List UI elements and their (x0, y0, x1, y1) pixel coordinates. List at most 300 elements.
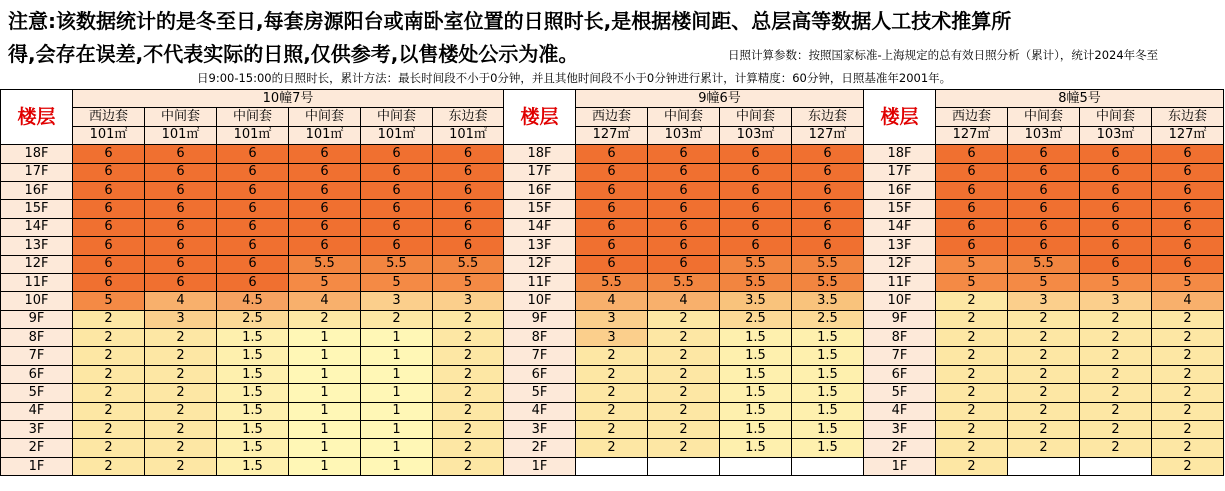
floor-label: 13F (504, 237, 576, 255)
sunlight-hours-cell: 2 (433, 457, 504, 475)
unit-type-header: 西边套 (73, 108, 145, 126)
sunlight-hours-cell: 2 (73, 310, 145, 328)
sunlight-hours-cell (720, 457, 792, 475)
sunlight-hours-cell: 4.5 (217, 292, 289, 310)
floor-label: 5F (504, 384, 576, 402)
sunlight-hours-cell: 5.5 (433, 255, 504, 273)
unit-area-header: 103㎡ (1008, 126, 1080, 144)
sunlight-hours-cell: 6 (648, 218, 720, 236)
sunlight-hours-cell: 6 (73, 273, 145, 291)
sunlight-hours-cell: 6 (576, 145, 648, 163)
sunlight-hours-cell: 6 (433, 237, 504, 255)
sunlight-hours-cell: 2 (1080, 384, 1152, 402)
floor-label: 14F (864, 218, 936, 236)
sunlight-hours-cell: 2 (576, 421, 648, 439)
sunlight-hours-cell: 1.5 (217, 439, 289, 457)
floor-row (1, 145, 1224, 163)
sunlight-hours-cell: 1.5 (217, 347, 289, 365)
sunlight-hours-cell: 6 (1008, 237, 1080, 255)
sunlight-hours-cell: 2 (1152, 421, 1224, 439)
sunlight-hours-cell: 2 (289, 310, 361, 328)
sunlight-hours-cell: 2 (576, 365, 648, 383)
floor-row (1, 200, 1224, 218)
unit-type-header: 中间套 (361, 108, 433, 126)
sunlight-hours-cell: 6 (576, 218, 648, 236)
unit-type-header: 中间套 (217, 108, 289, 126)
floor-label: 17F (504, 163, 576, 181)
sunlight-hours-cell: 5.5 (1008, 255, 1080, 273)
floor-label: 17F (864, 163, 936, 181)
sunlight-hours-cell: 1.5 (720, 329, 792, 347)
floor-column-header: 楼层 (1, 90, 73, 145)
sunlight-hours-cell: 6 (792, 145, 864, 163)
sunlight-hours-cell: 1 (361, 365, 433, 383)
sunlight-hours-cell: 2 (1152, 457, 1224, 475)
sunlight-hours-cell: 2 (576, 347, 648, 365)
sunlight-hours-cell: 6 (217, 181, 289, 199)
sunlight-hours-cell: 6 (289, 218, 361, 236)
sunlight-hours-cell: 6 (1080, 145, 1152, 163)
sunlight-hours-cell: 1.5 (217, 384, 289, 402)
sunlight-hours-cell: 2 (1080, 329, 1152, 347)
floor-label: 6F (504, 365, 576, 383)
unit-type-header: 中间套 (648, 108, 720, 126)
building-name: 10幢7号 (73, 90, 504, 108)
calc-params-line-2: 日9:00-15:00的日照时长，累计方法：最长时间段不小于0分钟，并且其他时间段不小于0分钟进行累计，计算精度：60分钟，日照基准年2001年。 (197, 71, 952, 85)
sunlight-hours-cell: 2 (1152, 439, 1224, 457)
floor-label: 9F (504, 310, 576, 328)
floor-label: 12F (504, 255, 576, 273)
floor-row (1, 421, 1224, 439)
sunlight-hours-cell: 2 (936, 439, 1008, 457)
floor-label: 2F (864, 439, 936, 457)
sunlight-hours-cell: 2 (433, 310, 504, 328)
sunlight-hours-cell: 1.5 (792, 347, 864, 365)
sunlight-hours-cell: 6 (720, 163, 792, 181)
sunlight-hours-cell: 2 (1008, 310, 1080, 328)
sunlight-hours-cell: 5.5 (361, 255, 433, 273)
sunlight-hours-cell: 2 (936, 329, 1008, 347)
sunlight-hours-cell: 1.5 (217, 365, 289, 383)
sunlight-hours-cell: 4 (576, 292, 648, 310)
floor-label: 13F (864, 237, 936, 255)
sunlight-hours-cell: 1.5 (720, 365, 792, 383)
floor-label: 8F (1, 329, 73, 347)
floor-label: 10F (864, 292, 936, 310)
sunlight-hours-cell: 6 (1152, 255, 1224, 273)
floor-label: 16F (864, 181, 936, 199)
sunlight-hours-cell: 6 (576, 181, 648, 199)
sunlight-hours-cell: 2 (648, 421, 720, 439)
floor-label: 5F (864, 384, 936, 402)
floor-row (1, 402, 1224, 420)
sunlight-hours-cell: 6 (217, 218, 289, 236)
sunlight-hours-cell: 6 (648, 163, 720, 181)
sunlight-hours-cell: 2 (648, 329, 720, 347)
unit-area-header: 103㎡ (720, 126, 792, 144)
building-name-row (1, 90, 1224, 108)
sunlight-hours-cell: 6 (145, 237, 217, 255)
sunlight-hours-cell: 2.5 (792, 310, 864, 328)
sunlight-hours-cell: 2 (1080, 439, 1152, 457)
sunlight-hours-cell: 2 (576, 384, 648, 402)
sunlight-hours-cell: 2 (145, 384, 217, 402)
sunlight-hours-cell: 6 (145, 145, 217, 163)
unit-type-header: 中间套 (1080, 108, 1152, 126)
sunlight-hours-cell: 1 (289, 329, 361, 347)
unit-area-header: 101㎡ (217, 126, 289, 144)
unit-type-header: 东边套 (1152, 108, 1224, 126)
sunlight-hours-cell: 2 (433, 347, 504, 365)
sunlight-hours-cell: 5.5 (289, 255, 361, 273)
building-name: 9幢6号 (576, 90, 864, 108)
floor-row (1, 347, 1224, 365)
unit-area-header: 101㎡ (289, 126, 361, 144)
floor-label: 15F (1, 200, 73, 218)
sunlight-hours-cell: 2 (1152, 310, 1224, 328)
sunlight-hours-cell: 1 (361, 402, 433, 420)
notice-header (0, 0, 1225, 89)
floor-label: 12F (1, 255, 73, 273)
sunlight-hours-cell: 6 (361, 163, 433, 181)
sunlight-hours-cell: 6 (361, 218, 433, 236)
sunlight-hours-cell: 1 (289, 384, 361, 402)
sunlight-hours-cell: 1.5 (792, 439, 864, 457)
sunlight-hours-cell: 6 (1080, 255, 1152, 273)
sunlight-hours-cell: 5.5 (792, 273, 864, 291)
floor-row (1, 292, 1224, 310)
sunlight-hours-cell: 5 (289, 273, 361, 291)
sunlight-hours-cell: 6 (433, 181, 504, 199)
sunlight-hours-cell: 5 (1080, 273, 1152, 291)
sunlight-hours-cell: 2 (1080, 347, 1152, 365)
sunlight-hours-cell: 6 (648, 145, 720, 163)
sunlight-hours-cell: 1 (361, 421, 433, 439)
sunlight-hours-cell: 2 (1152, 402, 1224, 420)
sunlight-hours-cell: 5 (936, 273, 1008, 291)
sunlight-hours-cell: 1.5 (792, 329, 864, 347)
floor-label: 7F (1, 347, 73, 365)
sunlight-hours-cell: 1 (289, 457, 361, 475)
sunlight-hours-cell: 6 (217, 163, 289, 181)
sunlight-hours-cell: 5 (73, 292, 145, 310)
unit-type-header: 西边套 (936, 108, 1008, 126)
sunlight-hours-cell: 2 (145, 421, 217, 439)
floor-label: 6F (1, 365, 73, 383)
sunlight-hours-cell: 5 (1008, 273, 1080, 291)
sunlight-hours-cell: 2 (1152, 365, 1224, 383)
sunlight-hours-cell: 2 (1008, 384, 1080, 402)
sunlight-hours-cell: 6 (1152, 181, 1224, 199)
sunlight-hours-cell: 5.5 (792, 255, 864, 273)
sunlight-hours-cell: 6 (217, 200, 289, 218)
unit-type-header: 中间套 (289, 108, 361, 126)
sunlight-hours-cell: 2 (433, 384, 504, 402)
floor-label: 10F (1, 292, 73, 310)
unit-area-header: 127㎡ (792, 126, 864, 144)
sunlight-hours-cell: 2 (145, 329, 217, 347)
floor-label: 15F (504, 200, 576, 218)
sunlight-hours-cell: 3 (1008, 292, 1080, 310)
sunlight-hours-cell: 2 (73, 439, 145, 457)
floor-row (1, 439, 1224, 457)
sunlight-hours-cell: 1 (289, 402, 361, 420)
sunlight-hours-cell: 6 (361, 200, 433, 218)
sunlight-hours-cell: 6 (289, 145, 361, 163)
sunlight-hours-cell: 6 (73, 163, 145, 181)
sunlight-hours-cell: 2 (1152, 329, 1224, 347)
floor-row (1, 163, 1224, 181)
sunlight-hours-cell: 4 (1152, 292, 1224, 310)
floor-label: 16F (1, 181, 73, 199)
sunlight-hours-cell: 2 (73, 384, 145, 402)
floor-row (1, 273, 1224, 291)
sunlight-hours-cell: 5 (1152, 273, 1224, 291)
floor-label: 18F (1, 145, 73, 163)
sunlight-hours-cell: 6 (720, 145, 792, 163)
sunlight-hours-cell (576, 457, 648, 475)
unit-area-header: 101㎡ (73, 126, 145, 144)
sunlight-hours-table (0, 89, 1224, 476)
floor-label: 7F (864, 347, 936, 365)
floor-label: 3F (1, 421, 73, 439)
sunlight-hours-cell: 2 (433, 421, 504, 439)
sunlight-hours-cell: 6 (648, 237, 720, 255)
notice-line-1: 注意:该数据统计的是冬至日,每套房源阳台或南卧室位置的日照时长,是根据楼间距、总层高等数据人工技术推算所 (8, 9, 1012, 33)
sunlight-hours-cell: 2.5 (720, 310, 792, 328)
sunlight-hours-cell: 6 (792, 200, 864, 218)
sunlight-hours-cell: 6 (217, 255, 289, 273)
sunlight-hours-cell: 6 (936, 200, 1008, 218)
sunlight-hours-cell: 6 (433, 163, 504, 181)
sunlight-hours-cell: 6 (1080, 181, 1152, 199)
calc-params-line-1: 日照计算参数：按照国家标准-上海规定的总有效日照分析（累计），统计2024年冬至 (728, 48, 1159, 62)
floor-label: 14F (504, 218, 576, 236)
floor-label: 8F (864, 329, 936, 347)
sunlight-hours-cell: 2 (433, 402, 504, 420)
sunlight-hours-cell: 2 (145, 347, 217, 365)
floor-row (1, 329, 1224, 347)
sunlight-hours-cell: 6 (145, 163, 217, 181)
sunlight-hours-cell: 2 (648, 402, 720, 420)
floor-label: 17F (1, 163, 73, 181)
sunlight-hours-cell: 6 (433, 200, 504, 218)
sunlight-hours-cell: 6 (648, 181, 720, 199)
floor-row (1, 384, 1224, 402)
sunlight-hours-cell: 6 (361, 237, 433, 255)
sunlight-hours-cell: 2 (1008, 439, 1080, 457)
sunlight-hours-cell: 6 (73, 181, 145, 199)
sunlight-hours-cell: 1 (361, 439, 433, 457)
sunlight-hours-cell: 6 (289, 163, 361, 181)
sunlight-hours-cell: 5.5 (720, 255, 792, 273)
floor-row (1, 237, 1224, 255)
sunlight-hours-cell: 2 (145, 457, 217, 475)
sunlight-hours-cell: 6 (73, 218, 145, 236)
sunlight-hours-cell: 6 (576, 255, 648, 273)
unit-type-header: 西边套 (576, 108, 648, 126)
sunlight-hours-cell: 6 (1152, 200, 1224, 218)
sunlight-hours-cell: 6 (648, 200, 720, 218)
floor-label: 9F (864, 310, 936, 328)
sunlight-hours-cell (792, 457, 864, 475)
sunlight-hours-cell: 1.5 (792, 365, 864, 383)
unit-area-header: 127㎡ (576, 126, 648, 144)
sunlight-hours-cell: 1.5 (217, 421, 289, 439)
sunlight-hours-cell: 2 (73, 329, 145, 347)
sunlight-hours-cell: 3.5 (720, 292, 792, 310)
notice-line-2: 得,会存在误差,不代表实际的日照,仅供参考,以售楼处公示为准。 (8, 42, 579, 66)
sunlight-hours-cell: 6 (1008, 200, 1080, 218)
sunlight-hours-cell: 1 (361, 329, 433, 347)
sunlight-hours-cell: 6 (1080, 237, 1152, 255)
floor-row (1, 457, 1224, 475)
sunlight-hours-cell: 6 (73, 237, 145, 255)
sunlight-hours-cell: 6 (1080, 218, 1152, 236)
sunlight-hours-cell: 6 (1008, 145, 1080, 163)
sunlight-hours-cell: 2 (936, 347, 1008, 365)
sunlight-hours-cell: 2 (648, 347, 720, 365)
unit-area-header: 101㎡ (361, 126, 433, 144)
sunlight-hours-cell: 6 (145, 218, 217, 236)
sunlight-hours-cell: 6 (720, 237, 792, 255)
sunlight-hours-cell: 3 (433, 292, 504, 310)
sunlight-hours-cell: 2 (1152, 347, 1224, 365)
sunlight-hours-cell: 5.5 (648, 273, 720, 291)
sunlight-hours-cell: 2 (73, 457, 145, 475)
building-name: 8幢5号 (936, 90, 1224, 108)
floor-label: 4F (864, 402, 936, 420)
sunlight-hours-cell: 6 (361, 181, 433, 199)
sunlight-hours-cell: 6 (792, 163, 864, 181)
sunlight-hours-cell: 6 (1152, 218, 1224, 236)
sunlight-hours-cell: 2 (1152, 384, 1224, 402)
sunlight-hours-cell: 1.5 (720, 384, 792, 402)
unit-area-header: 101㎡ (433, 126, 504, 144)
sunlight-hours-cell: 2 (73, 402, 145, 420)
sunlight-hours-cell: 2 (1008, 421, 1080, 439)
sunlight-hours-cell: 2 (145, 439, 217, 457)
sunlight-hours-cell: 6 (289, 237, 361, 255)
unit-type-header: 中间套 (1008, 108, 1080, 126)
sunlight-hours-cell: 5.5 (576, 273, 648, 291)
floor-column-header: 楼层 (864, 90, 936, 145)
floor-label: 1F (864, 457, 936, 475)
sunlight-hours-cell: 6 (1008, 163, 1080, 181)
unit-type-header: 东边套 (433, 108, 504, 126)
sunlight-hours-cell: 1.5 (720, 421, 792, 439)
sunlight-hours-cell: 2 (936, 457, 1008, 475)
floor-label: 3F (864, 421, 936, 439)
sunlight-hours-cell: 6 (217, 237, 289, 255)
sunlight-hours-cell: 1.5 (217, 329, 289, 347)
sunlight-hours-cell: 2 (73, 365, 145, 383)
sunlight-hours-cell: 1 (361, 384, 433, 402)
sunlight-hours-cell: 1.5 (792, 421, 864, 439)
sunlight-hours-cell: 2 (648, 384, 720, 402)
sunlight-hours-cell: 6 (289, 200, 361, 218)
floor-label: 18F (864, 145, 936, 163)
sunlight-hours-cell: 2 (576, 439, 648, 457)
sunlight-hours-cell: 6 (145, 255, 217, 273)
sunlight-hours-cell: 6 (720, 200, 792, 218)
floor-row (1, 310, 1224, 328)
floor-label: 4F (1, 402, 73, 420)
sunlight-hours-cell: 2 (1008, 402, 1080, 420)
sunlight-hours-cell: 1 (289, 421, 361, 439)
sunlight-hours-cell: 6 (792, 181, 864, 199)
sunlight-hours-cell: 6 (792, 237, 864, 255)
sunlight-hours-cell: 6 (576, 163, 648, 181)
sunlight-hours-cell: 6 (936, 181, 1008, 199)
floor-label: 18F (504, 145, 576, 163)
sunlight-hours-cell: 4 (648, 292, 720, 310)
sunlight-hours-cell: 6 (720, 181, 792, 199)
sunlight-hours-cell: 6 (433, 145, 504, 163)
sunlight-hours-cell: 3 (576, 310, 648, 328)
sunlight-hours-cell: 1 (289, 365, 361, 383)
sunlight-hours-cell: 6 (361, 145, 433, 163)
sunlight-hours-cell: 2 (936, 384, 1008, 402)
sunlight-hours-cell: 1.5 (217, 402, 289, 420)
sunlight-hours-cell: 1 (361, 457, 433, 475)
sunlight-hours-cell: 6 (145, 181, 217, 199)
sunlight-hours-cell: 2 (433, 365, 504, 383)
floor-label: 2F (504, 439, 576, 457)
floor-label: 10F (504, 292, 576, 310)
sunlight-hours-cell: 6 (1008, 181, 1080, 199)
sunlight-hours-cell: 1.5 (720, 402, 792, 420)
unit-area-header: 103㎡ (1080, 126, 1152, 144)
unit-area-header: 127㎡ (936, 126, 1008, 144)
floor-label: 16F (504, 181, 576, 199)
sunlight-hours-cell: 4 (289, 292, 361, 310)
floor-label: 5F (1, 384, 73, 402)
sunlight-hours-cell: 2 (1080, 402, 1152, 420)
unit-area-row (1, 126, 1224, 144)
floor-label: 3F (504, 421, 576, 439)
floor-label: 7F (504, 347, 576, 365)
sunlight-hours-cell: 2 (145, 402, 217, 420)
unit-area-header: 103㎡ (648, 126, 720, 144)
sunlight-hours-cell: 1.5 (792, 402, 864, 420)
sunlight-hours-cell: 6 (217, 273, 289, 291)
unit-type-header: 东边套 (792, 108, 864, 126)
unit-area-header: 101㎡ (145, 126, 217, 144)
sunlight-hours-cell: 6 (73, 255, 145, 273)
sunlight-hours-cell: 2 (936, 365, 1008, 383)
sunlight-hours-cell: 6 (792, 218, 864, 236)
sunlight-hours-cell: 6 (576, 200, 648, 218)
sunlight-hours-cell: 2 (1008, 347, 1080, 365)
floor-row (1, 181, 1224, 199)
sunlight-hours-cell: 2 (73, 421, 145, 439)
sunlight-hours-cell: 2 (433, 439, 504, 457)
sunlight-hours-cell: 5.5 (720, 273, 792, 291)
floor-column-header: 楼层 (504, 90, 576, 145)
floor-label: 9F (1, 310, 73, 328)
floor-row (1, 218, 1224, 236)
sunlight-hours-cell: 1 (289, 347, 361, 365)
sunlight-hours-cell: 6 (73, 200, 145, 218)
floor-label: 4F (504, 402, 576, 420)
sunlight-hours-cell: 6 (145, 200, 217, 218)
sunlight-hours-cell: 2 (1008, 365, 1080, 383)
sunlight-hours-cell: 2 (648, 365, 720, 383)
floor-label: 2F (1, 439, 73, 457)
unit-type-header: 中间套 (145, 108, 217, 126)
floor-label: 11F (504, 273, 576, 291)
